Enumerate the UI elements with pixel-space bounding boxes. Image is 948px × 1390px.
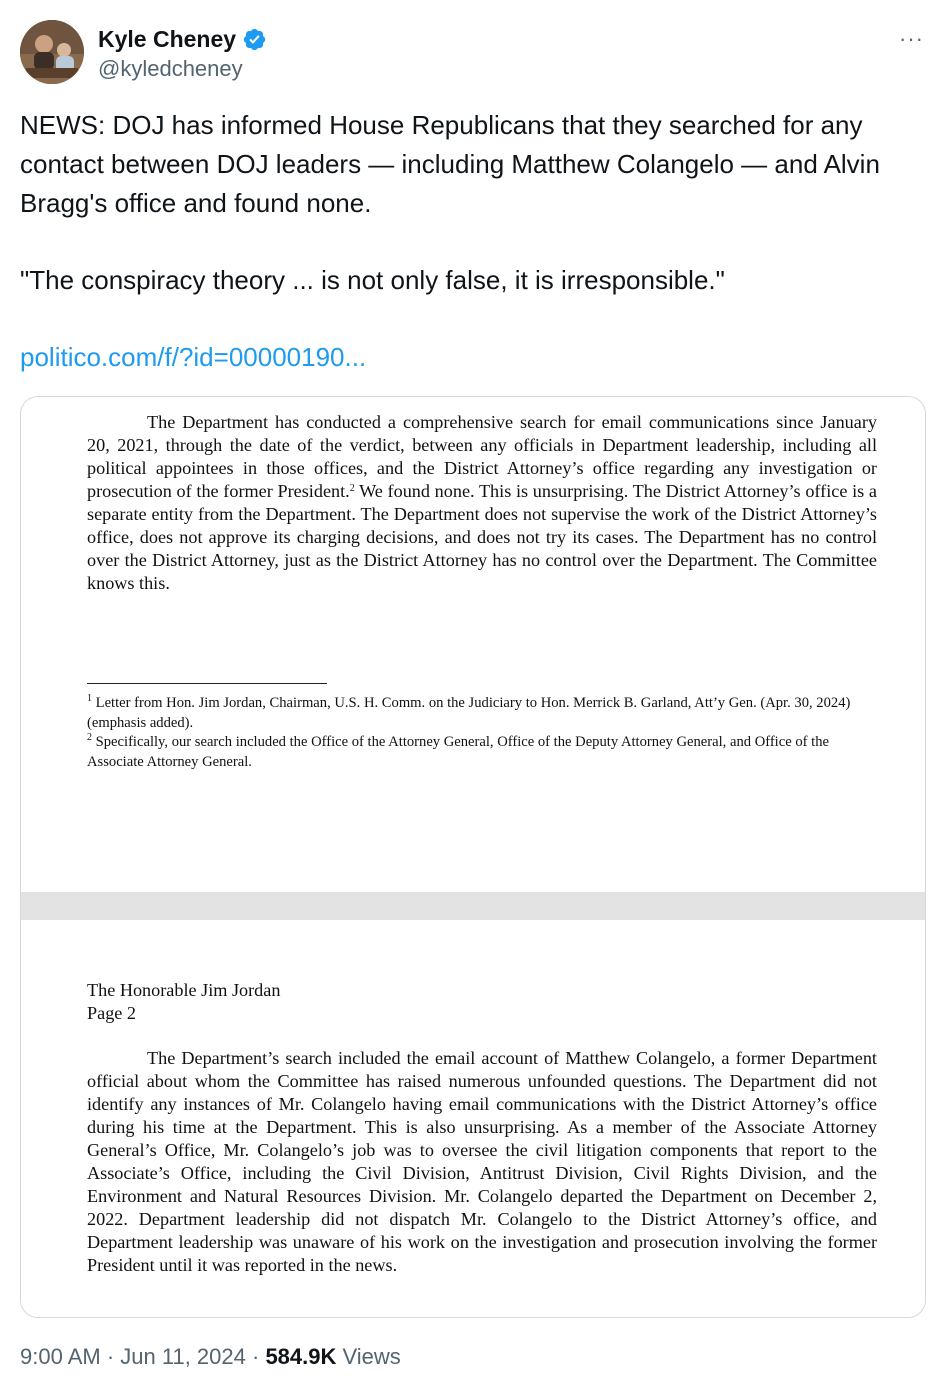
attached-document-image[interactable] [20,396,926,1318]
tweet-paragraph-2: "The conspiracy theory ... is not only false, it is irresponsible." [20,265,725,295]
page1-body-paragraph: The Department has conducted a comprehensive search for email communications since January 20, 2021, through the date of the verdict, between any officials in Department leadership, including all political appointees in those offices, and the District Attorney’s office regarding any investigation or prosecution of the former President.$^2$ We found none. This is unsurprising. The District Attorney’s office is a separate entity from the Department. The Department does not supervise the work of the District Attorney’s office, does not approve its charging decisions, and does not try its cases. The Department has no control over the District Attorney, just as the District Attorney has no control over the Department. The Committee knows this. [87,412,877,593]
verified-badge-icon [242,27,267,52]
more-options-icon[interactable]: ··· [899,26,924,51]
footnote-2: $^2$ Specifically, our search included the Office of the Attorney General, Office of the Deputy Attorney General, and Office of the Associate Attorney General. [87,732,829,770]
footnotes [87,694,877,772]
views-count: 584.9K [265,1344,337,1369]
name-row [98,26,267,53]
profile-photo-icon [20,20,84,84]
tweet-time[interactable]: 9:00 AM [20,1344,101,1369]
page-number: Page 2 [87,1003,136,1023]
document-page-2 [21,920,925,1317]
tweet-text [20,106,930,377]
page2-header [87,979,280,1025]
tweet-date[interactable]: Jun 11, 2024 [120,1344,246,1369]
page-separator [21,892,925,920]
tweet-link[interactable]: politico.com/f/?id=00000190... [20,342,367,372]
avatar[interactable] [20,20,84,84]
tweet-meta: 9:00 AM · Jun 11, 2024 · 584.9K Views [20,1344,401,1369]
handle[interactable]: @kyledcheney [98,56,243,81]
page2-body-paragraph: The Department’s search included the email account of Matthew Colangelo, a former Department official about whom the Committee has raised numerous unfounded questions. The Department did not identify any instances of Mr. Colangelo having email communications with the District Attorney’s office during his time at the Department. This is also unsurprising. As a member of the Associate Attorney General’s Office, Mr. Colangelo’s job was to oversee the civil litigation components that report to the Associate’s Office, including the Civil Division, Antitrust Division, Civil Rights Division, and the Environment and Natural Resources Division. Mr. Colangelo departed the Department on December 2, 2022. Department leadership did not dispatch Mr. Colangelo to the District Attorney’s office, and Department leadership was unaware of his work on the investigation and prosecution involving the former President until it was reported in the news. [87,1048,877,1275]
document-page-1 [21,397,925,892]
footnote-1: $^1$ Letter from Hon. Jim Jordan, Chairman, U.S. H. Comm. on the Judiciary to Hon. Merrick B. Garland, Att’y Gen. (Apr. 30, 2024) (emphasis added). [87,693,851,731]
tweet-header [20,20,928,86]
addressee: The Honorable Jim Jordan [87,980,281,1000]
display-name[interactable]: Kyle Cheney [98,26,237,52]
tweet-paragraph-1: NEWS: DOJ has informed House Republicans that they searched for any contact between DOJ leaders — including Matthew Colangelo — and Alvin Bragg's office and found none. [20,110,880,218]
views-label: Views [336,1344,401,1369]
footnote-divider [87,683,327,684]
